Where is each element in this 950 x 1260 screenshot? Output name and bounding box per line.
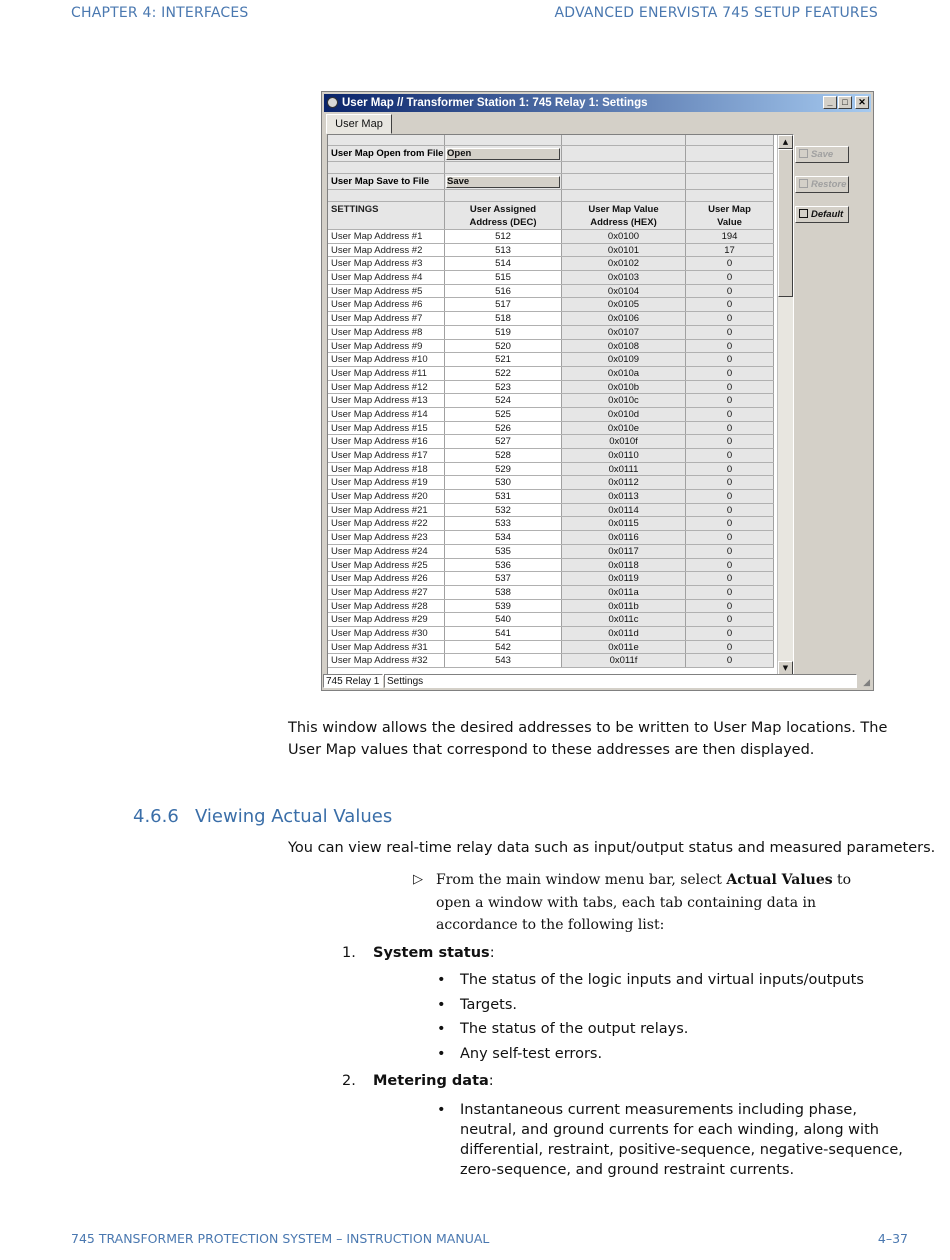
row-map-value-cell: 0 [686,394,774,407]
row-hex-address-cell: 0x011d [562,627,686,640]
section-number: 4.6.6 [133,806,179,827]
table-row [328,586,774,600]
row-user-address-cell[interactable]: 531 [445,490,562,503]
table-row [328,367,774,381]
row-setting-label: User Map Address #30 [328,627,445,640]
table-row [328,559,774,573]
row-hex-address-cell: 0x0104 [562,285,686,298]
row-hex-address-cell: 0x011c [562,613,686,626]
table-row [328,381,774,395]
window-titlebar[interactable] [324,94,871,112]
table-row [328,449,774,463]
list-number: 2. [342,1073,356,1089]
row-hex-address-cell: 0x011a [562,586,686,599]
row-hex-address-cell: 0x0117 [562,545,686,558]
grid-header-row [328,202,774,230]
row-setting-label: User Map Address #11 [328,367,445,380]
row-setting-label: User Map Address #17 [328,449,445,462]
row-setting-label: User Map Address #21 [328,504,445,517]
row-hex-address-cell: 0x0103 [562,271,686,284]
col-header-user-assigned: User Assigned Address (DEC) [445,202,562,229]
scroll-down-icon[interactable]: ▼ [778,661,793,675]
table-row [328,504,774,518]
save-file-label: User Map Save to File [328,174,445,189]
app-icon [327,97,338,108]
row-hex-address-cell: 0x0114 [562,504,686,517]
open-file-label: User Map Open from File [328,146,445,161]
row-map-value-cell: 0 [686,271,774,284]
status-device: 745 Relay 1 [323,674,383,688]
row-setting-label: User Map Address #1 [328,230,445,243]
row-map-value-cell: 0 [686,476,774,489]
table-row [328,435,774,449]
row-hex-address-cell: 0x0106 [562,312,686,325]
grid-body [328,230,774,668]
open-file-row [328,146,774,162]
row-setting-label: User Map Address #15 [328,422,445,435]
row-hex-address-cell: 0x010e [562,422,686,435]
row-hex-address-cell: 0x011e [562,641,686,654]
row-setting-label: User Map Address #4 [328,271,445,284]
bullet-item: • The status of the logic inputs and virtual inputs/outputs [437,972,864,988]
row-map-value-cell: 0 [686,408,774,421]
table-row [328,613,774,627]
row-hex-address-cell: 0x010d [562,408,686,421]
row-map-value-cell: 0 [686,586,774,599]
table-row [328,654,774,668]
row-user-address-cell[interactable]: 529 [445,463,562,476]
user-map-window [321,91,874,691]
row-setting-label: User Map Address #10 [328,353,445,366]
tab-user-map[interactable]: User Map [326,114,392,134]
bullet-item: • Targets. [437,997,518,1013]
row-map-value-cell: 194 [686,230,774,243]
list-number: 1. [342,945,356,961]
row-setting-label: User Map Address #24 [328,545,445,558]
row-setting-label: User Map Address #23 [328,531,445,544]
table-row [328,627,774,641]
row-setting-label: User Map Address #20 [328,490,445,503]
row-setting-label: User Map Address #26 [328,572,445,585]
row-user-address-cell[interactable]: 535 [445,545,562,558]
row-map-value-cell: 17 [686,244,774,257]
table-row [328,545,774,559]
row-hex-address-cell: 0x010c [562,394,686,407]
grid-spacer-row [328,190,774,202]
list-label: System status: [373,945,495,961]
row-hex-address-cell: 0x0112 [562,476,686,489]
row-setting-label: User Map Address #16 [328,435,445,448]
row-user-address-cell[interactable]: 539 [445,600,562,613]
save-icon [799,149,808,158]
row-map-value-cell: 0 [686,654,774,667]
table-row [328,490,774,504]
row-map-value-cell: 0 [686,504,774,517]
row-map-value-cell: 0 [686,285,774,298]
row-hex-address-cell: 0x010a [562,367,686,380]
row-map-value-cell: 0 [686,572,774,585]
row-setting-label: User Map Address #13 [328,394,445,407]
row-hex-address-cell: 0x0102 [562,257,686,270]
row-user-address-cell[interactable]: 523 [445,381,562,394]
running-header-section: ADVANCED ENERVISTA 745 SETUP FEATURES [554,5,878,21]
bullet-item: • Instantaneous current measurements including phase, neutral, and ground currents for each winding, along with differential, restraint, positive-sequence, negative-sequence, zero-sequence, and ground restraint currents. [437,1102,903,1178]
row-user-address-cell[interactable]: 536 [445,559,562,572]
maximize-button[interactable]: □ [838,96,852,109]
row-hex-address-cell: 0x0108 [562,340,686,353]
row-hex-address-cell: 0x0119 [562,572,686,585]
table-row [328,422,774,436]
row-map-value-cell: 0 [686,531,774,544]
row-hex-address-cell: 0x0111 [562,463,686,476]
row-user-address-cell[interactable]: 543 [445,654,562,667]
table-row [328,271,774,285]
row-map-value-cell: 0 [686,367,774,380]
table-row [328,517,774,531]
grid-spacer-row [328,162,774,174]
row-map-value-cell: 0 [686,326,774,339]
table-row [328,476,774,490]
row-user-address-cell[interactable]: 528 [445,449,562,462]
row-setting-label: User Map Address #9 [328,340,445,353]
default-button[interactable]: Default [795,206,849,223]
table-row [328,257,774,271]
restore-icon [799,179,808,188]
row-user-address-cell[interactable]: 513 [445,244,562,257]
row-user-address-cell[interactable]: 522 [445,367,562,380]
minimize-button[interactable]: _ [823,96,837,109]
row-user-address-cell[interactable]: 519 [445,326,562,339]
save-file-row [328,174,774,190]
step-text: From the main window menu bar, select Actual Values to open a window with tabs, each tab containing data in accordance to the following list: [436,872,852,933]
row-hex-address-cell: 0x011f [562,654,686,667]
scroll-up-icon[interactable]: ▲ [778,135,793,149]
list-label: Metering data: [373,1073,494,1089]
row-user-address-cell[interactable]: 517 [445,298,562,311]
row-setting-label: User Map Address #12 [328,381,445,394]
row-hex-address-cell: 0x0109 [562,353,686,366]
row-user-address-cell[interactable]: 532 [445,504,562,517]
row-map-value-cell: 0 [686,545,774,558]
row-setting-label: User Map Address #8 [328,326,445,339]
row-hex-address-cell: 0x0115 [562,517,686,530]
row-hex-address-cell: 0x010f [562,435,686,448]
row-user-address-cell[interactable]: 530 [445,476,562,489]
table-row [328,600,774,614]
table-row [328,298,774,312]
resize-grip-icon[interactable]: ◢ [863,677,870,687]
row-map-value-cell: 0 [686,422,774,435]
open-button[interactable]: Open [446,148,560,160]
row-setting-label: User Map Address #6 [328,298,445,311]
col-header-map-value: User Map Value Address (HEX) [562,202,686,229]
row-user-address-cell[interactable]: 518 [445,312,562,325]
default-icon [799,209,808,218]
row-map-value-cell: 0 [686,600,774,613]
save-file-button[interactable]: Save [446,176,560,188]
row-hex-address-cell: 0x011b [562,600,686,613]
table-row [328,340,774,354]
row-user-address-cell[interactable]: 520 [445,340,562,353]
row-setting-label: User Map Address #5 [328,285,445,298]
settings-grid-panel [327,134,794,676]
row-user-address-cell[interactable]: 540 [445,613,562,626]
running-footer-title: 745 TRANSFORMER PROTECTION SYSTEM – INSTRUCTION MANUAL [71,1231,490,1246]
page-number: 4–37 [877,1231,908,1246]
status-screen: Settings [384,674,857,688]
save-button[interactable]: Save [795,146,849,163]
row-map-value-cell: 0 [686,353,774,366]
row-user-address-cell[interactable]: 538 [445,586,562,599]
row-user-address-cell[interactable]: 542 [445,641,562,654]
row-hex-address-cell: 0x0100 [562,230,686,243]
bullet-item: • The status of the output relays. [437,1021,689,1037]
row-map-value-cell: 0 [686,298,774,311]
row-map-value-cell: 0 [686,435,774,448]
row-user-address-cell[interactable]: 524 [445,394,562,407]
row-map-value-cell: 0 [686,559,774,572]
vertical-scrollbar[interactable] [777,135,793,675]
row-hex-address-cell: 0x010b [562,381,686,394]
col-header-map-value-value: User Map Value [686,202,774,229]
window-title: User Map // Transformer Station 1: 745 Relay 1: Settings [342,97,648,109]
row-user-address-cell[interactable]: 526 [445,422,562,435]
scroll-thumb[interactable] [778,149,793,297]
row-map-value-cell: 0 [686,340,774,353]
table-row [328,408,774,422]
row-user-address-cell[interactable]: 525 [445,408,562,421]
row-map-value-cell: 0 [686,627,774,640]
row-user-address-cell[interactable]: 527 [445,435,562,448]
row-user-address-cell[interactable]: 515 [445,271,562,284]
settings-grid [328,135,774,668]
row-map-value-cell: 0 [686,490,774,503]
row-user-address-cell[interactable]: 534 [445,531,562,544]
row-map-value-cell: 0 [686,463,774,476]
row-user-address-cell[interactable]: 537 [445,572,562,585]
section-heading [133,806,392,827]
table-row [328,285,774,299]
row-setting-label: User Map Address #3 [328,257,445,270]
row-hex-address-cell: 0x0101 [562,244,686,257]
row-setting-label: User Map Address #7 [328,312,445,325]
table-row [328,572,774,586]
row-setting-label: User Map Address #31 [328,641,445,654]
procedure-step [413,869,883,937]
table-row [328,326,774,340]
table-row [328,463,774,477]
row-hex-address-cell: 0x0118 [562,559,686,572]
row-hex-address-cell: 0x0107 [562,326,686,339]
row-setting-label: User Map Address #25 [328,559,445,572]
col-header-settings: SETTINGS [328,202,445,229]
table-row [328,244,774,258]
row-hex-address-cell: 0x0105 [562,298,686,311]
running-header-chapter: CHAPTER 4: INTERFACES [71,5,249,21]
table-row [328,312,774,326]
row-map-value-cell: 0 [686,312,774,325]
row-setting-label: User Map Address #2 [328,244,445,257]
table-row [328,641,774,655]
restore-button[interactable]: Restore [795,176,849,193]
row-user-address-cell[interactable]: 541 [445,627,562,640]
row-setting-label: User Map Address #14 [328,408,445,421]
row-user-address-cell[interactable]: 521 [445,353,562,366]
row-setting-label: User Map Address #28 [328,600,445,613]
row-setting-label: User Map Address #27 [328,586,445,599]
section-intro: You can view real-time relay data such as input/output status and measured parameters. [288,840,936,856]
row-setting-label: User Map Address #29 [328,613,445,626]
row-map-value-cell: 0 [686,257,774,270]
row-setting-label: User Map Address #19 [328,476,445,489]
row-setting-label: User Map Address #18 [328,463,445,476]
window-caption: This window allows the desired addresses to be written to User Map locations. The User Map values that correspond to these addresses are then displayed. [288,720,888,758]
section-title: Viewing Actual Values [195,806,393,827]
row-map-value-cell: 0 [686,641,774,654]
row-setting-label: User Map Address #22 [328,517,445,530]
row-user-address-cell[interactable]: 516 [445,285,562,298]
row-user-address-cell[interactable]: 514 [445,257,562,270]
row-user-address-cell[interactable]: 533 [445,517,562,530]
table-row [328,230,774,244]
row-hex-address-cell: 0x0110 [562,449,686,462]
row-setting-label: User Map Address #32 [328,654,445,667]
bullet-item: • Any self-test errors. [437,1046,603,1062]
row-user-address-cell[interactable]: 512 [445,230,562,243]
row-hex-address-cell: 0x0113 [562,490,686,503]
table-row [328,394,774,408]
status-bar [323,674,872,689]
row-map-value-cell: 0 [686,449,774,462]
close-button[interactable]: ✕ [855,96,869,109]
table-row [328,353,774,367]
grid-spacer-row [328,135,774,146]
row-map-value-cell: 0 [686,613,774,626]
step-triangle-icon: ▷ [413,872,423,887]
table-row [328,531,774,545]
row-hex-address-cell: 0x0116 [562,531,686,544]
row-map-value-cell: 0 [686,381,774,394]
row-map-value-cell: 0 [686,517,774,530]
